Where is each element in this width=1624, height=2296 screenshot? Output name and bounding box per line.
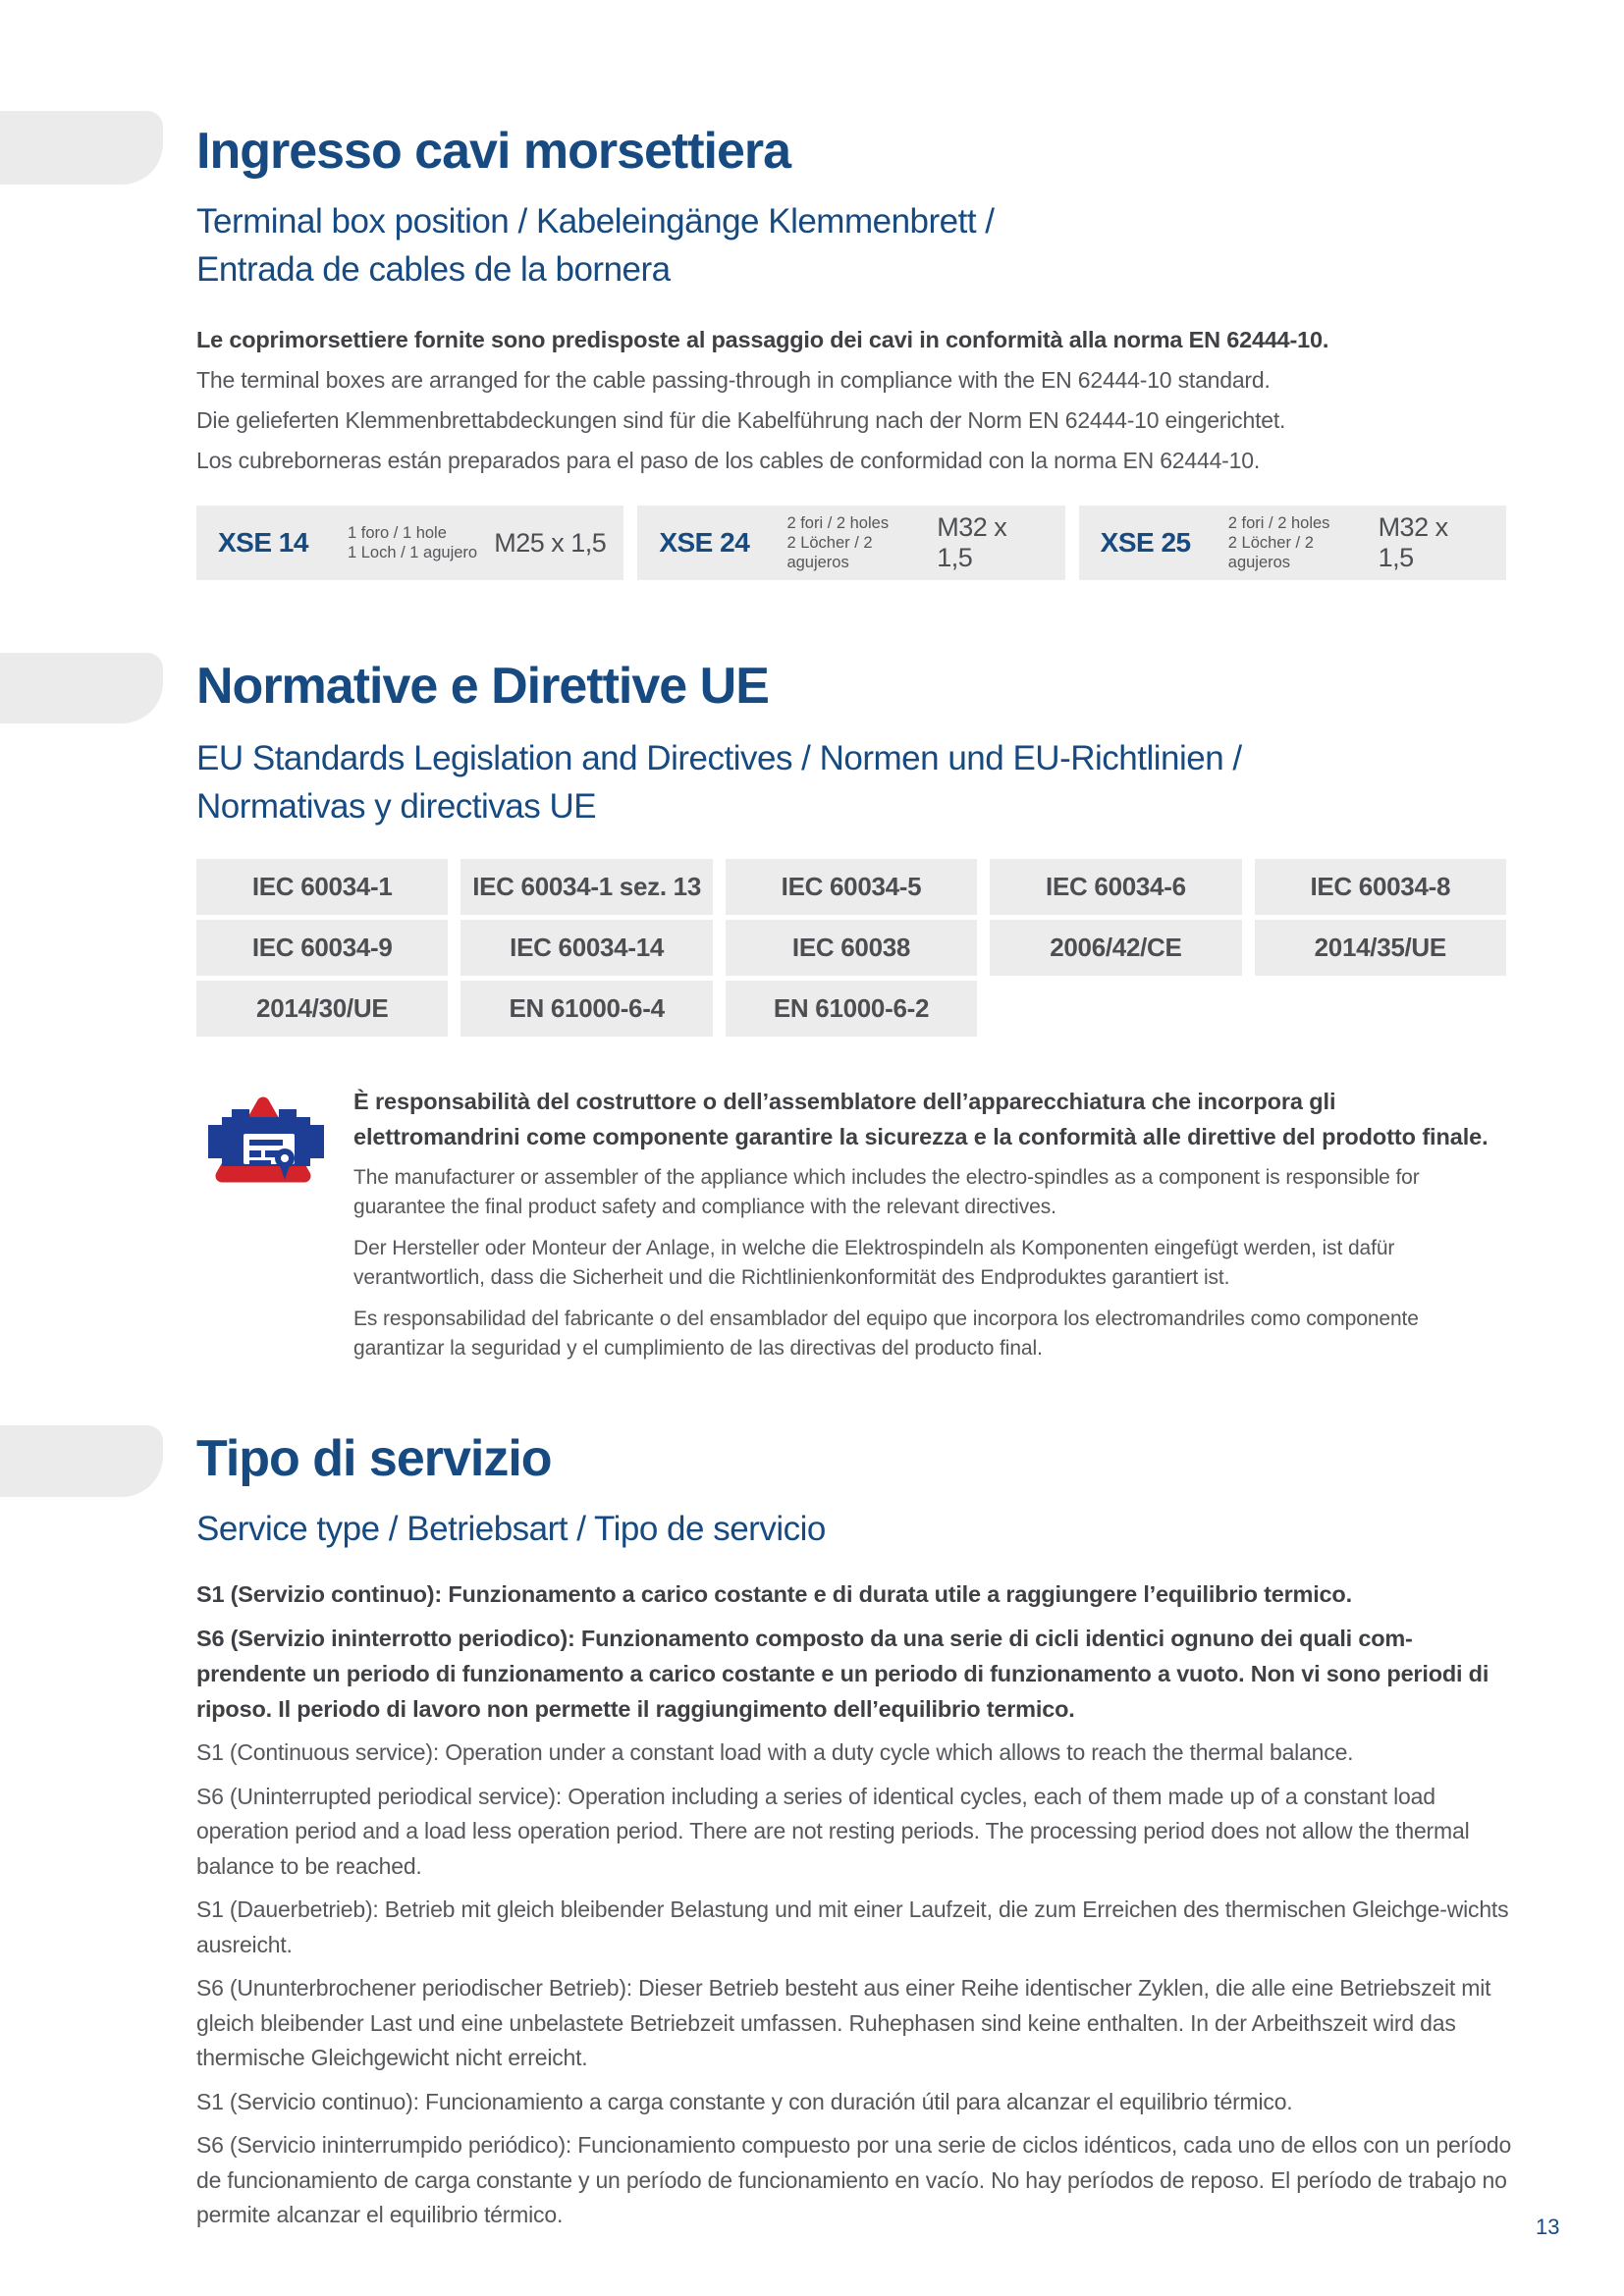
standard-cell: IEC 60034-9 [196,920,448,976]
standard-cell: IEC 60034-8 [1255,859,1506,915]
subtitle-line: Entrada de cables de la bornera [196,250,671,289]
section-tab-service [0,1425,163,1497]
model-name: XSE 24 [659,527,750,558]
holes-line: 2 Löcher / 2 agujeros [786,534,873,571]
s6-english: S6 (Uninterrupted periodical service): Operation including a series of identical cycles, each of them made up of a constant load operation period and a load less operation period. There are not resting periods. The processing period does not allow the thermal balance to be reached. [196,1783,1470,1879]
holes-line: 2 fori / 2 holes [1227,514,1330,532]
model-holes [786,513,937,572]
responsibility-note [353,1084,1508,1375]
section-title-standards: Normative e Direttive UE [196,658,769,715]
subtitle-line: Terminal box position / Kabeleingänge Klemmenbrett / [196,202,995,240]
model-holes [348,523,477,562]
standard-cell: IEC 60034-1 sez. 13 [460,859,712,915]
holes-line: 1 foro / 1 hole [348,524,447,542]
s6-italian: S6 (Servizio ininterrotto periodico): Funzionamento composto da una serie di cicli identici ognuno dei quali com-prendente un periodo di funzionamento a carico costante e un periodo di funzionamento a vuoto. Non vi sono periodi di riposo. Il periodo di lavoro non permette il raggiungimento dell’equilibrio termico. [196,1626,1489,1722]
standard-cell: EN 61000-6-4 [460,981,712,1037]
standard-cell: IEC 60038 [726,920,977,976]
s1-german: S1 (Dauerbetrieb): Betrieb mit gleich bleibender Belastung und mit einer Laufzeit, die zum Erreichen des thermischen Gleichge-wichts ausreicht. [196,1896,1509,1957]
terminal-models-row [196,506,1506,580]
section-title-service: Tipo di servizio [196,1430,552,1487]
model-name: XSE 25 [1100,527,1191,558]
model-holes [1228,513,1379,572]
model-thread: M32 x 1,5 [1378,512,1448,572]
holes-line: 2 Löcher / 2 agujeros [1227,534,1314,571]
note-english: The manufacturer or assembler of the appliance which includes the electro-spindles as a component is responsible for guarantee the final product safety and compliance with the relevant directives. [353,1166,1420,1218]
standards-grid [196,859,1506,1037]
section-subtitle-terminal [196,197,1512,294]
section-tab-standards [0,653,163,723]
standard-cell: 2014/35/UE [1255,920,1506,976]
standard-cell: IEC 60034-5 [726,859,977,915]
s6-german: S6 (Ununterbrochener periodischer Betrieb): Dieser Betrieb besteht aus einer Reihe identischer Zyklen, die alle eine Betriebszeit mit gleich bleibender Last und eine unbelastete Betriebzeit umfassen. Ruhephasen sind keine enthalten. In der Arbeithszeit wird das thermische Gleichgewicht nicht erreicht. [196,1975,1491,2070]
standard-cell: 2014/30/UE [196,981,448,1037]
standard-cell: IEC 60034-6 [990,859,1241,915]
holes-line: 2 fori / 2 holes [786,514,890,532]
s1-italian: S1 (Servizio continuo): Funzionamento a carico costante e di durata utile a raggiungere l’equilibrio termico. [196,1581,1352,1607]
standard-cell: 2006/42/CE [990,920,1241,976]
s1-english: S1 (Continuous service): Operation under a constant load with a duty cycle which allows to reach the thermal balance. [196,1739,1354,1765]
model-thread: M25 x 1,5 [494,527,607,558]
section-title-terminal: Ingresso cavi morsettiera [196,123,791,180]
holes-line: 1 Loch / 1 agujero [348,544,478,561]
subtitle-line: Normativas y directivas UE [196,787,597,826]
intro-english: The terminal boxes are arranged for the cable passing-through in compliance with the EN 62444-10 standard. [196,367,1271,393]
standard-cell: IEC 60034-1 [196,859,448,915]
model-box-xse24 [637,506,1064,580]
certification-warning-icon-svg [208,1095,324,1184]
intro-german: Die gelieferten Klemmenbrettabdeckungen sind für die Kabelführung nach der Norm EN 62444-10 eingerichtet. [196,407,1286,433]
model-box-xse25 [1079,506,1506,580]
note-italian: È responsabilità del costruttore o dell’assemblatore dell’apparecchiatura che incorpora gli elettromandrini come componente garantire la sicurezza e la conformità alle direttive del prodotto finale. [353,1089,1489,1149]
intro-italian: Le coprimorsettiere fornite sono predisposte al passaggio dei cavi in conformità alla norma EN 62444-10. [196,327,1329,352]
model-thread: M32 x 1,5 [937,512,1007,572]
service-type-paragraphs [196,1576,1512,2242]
standard-cell: IEC 60034-14 [460,920,712,976]
terminal-intro-paragraphs [196,320,1512,481]
model-name: XSE 14 [218,527,308,558]
section-subtitle-service: Service type / Betriebsart / Tipo de servicio [196,1510,826,1548]
standard-cell: EN 61000-6-2 [726,981,977,1037]
section-subtitle-standards [196,734,1512,830]
s1-spanish: S1 (Servicio continuo): Funcionamiento a carga constante y con duración útil para alcanzar el equilibrio térmico. [196,2088,1293,2114]
section-tab-terminal [0,111,163,185]
certification-warning-icon [208,1095,324,1189]
page-number: 13 [1536,2215,1560,2239]
subtitle-line: EU Standards Legislation and Directives / Normen und EU-Richtlinien / [196,739,1242,777]
s6-spanish: S6 (Servicio ininterrumpido periódico): Funcionamiento compuesto por una serie de ciclos idénticos, cada uno de ellos con un período de funcionamiento de carga constante y un período de funcionamiento en vacío. No hay períodos de reposo. El período de trabajo no permite alcanzar el equilibrio térmico. [196,2132,1512,2227]
note-spanish: Es responsabilidad del fabricante o del ensamblador del equipo que incorpora los electromandriles como componente garantizar la seguridad y el cumplimiento de las directivas del producto final. [353,1308,1419,1360]
note-german: Der Hersteller oder Monteur der Anlage, in welche die Elektrospindeln als Komponenten eingefügt werden, ist dafür verantwortlich, dass die Sicherheit und die Richtlinienkonformität des Endproduktes garantiert ist. [353,1237,1395,1289]
intro-spanish: Los cubreborneras están preparados para el paso de los cables de conformidad con la norma EN 62444-10. [196,448,1261,473]
model-box-xse14 [196,506,623,580]
